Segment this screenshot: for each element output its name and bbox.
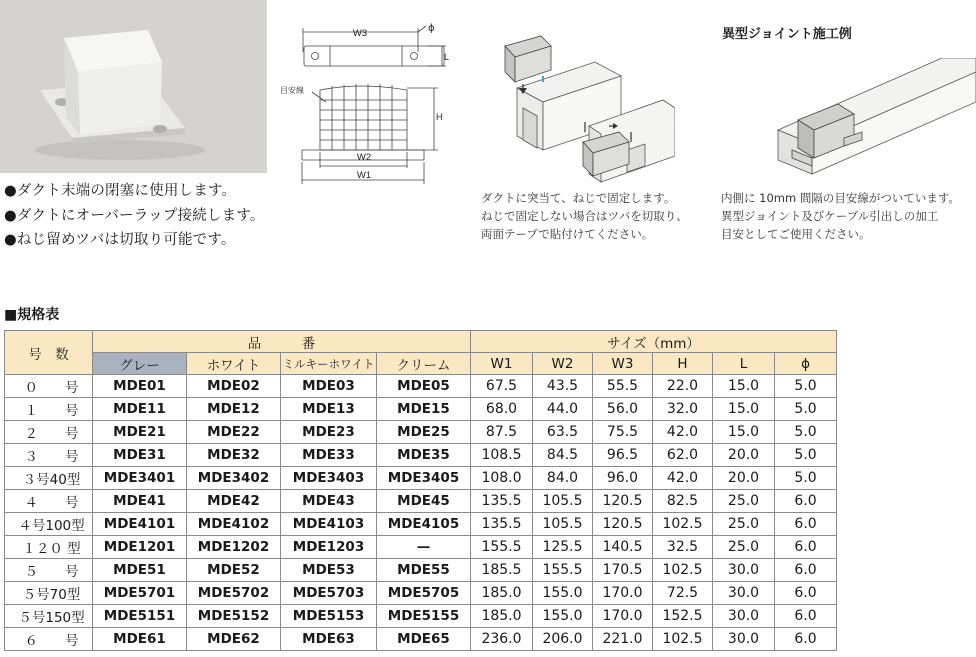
installation-note bbox=[481, 189, 688, 243]
feature-item: ●ダクト末端の閉塞に使用します。 bbox=[4, 183, 237, 199]
size-value-cell: 6.0 bbox=[775, 582, 837, 605]
label-w2: W2 bbox=[356, 152, 372, 163]
size-value-cell: 87.5 bbox=[471, 421, 533, 444]
table-row bbox=[5, 467, 837, 490]
row-number-cell: ４ 号 bbox=[5, 490, 93, 513]
table-row bbox=[5, 398, 837, 421]
size-value-cell: 67.5 bbox=[471, 375, 533, 398]
size-value-cell: 5.0 bbox=[775, 398, 837, 421]
size-value-cell: 82.5 bbox=[653, 490, 713, 513]
label-l: L bbox=[444, 52, 450, 62]
size-value-cell: 84.5 bbox=[533, 444, 593, 467]
product-code-cell: MDE12 bbox=[187, 398, 281, 421]
product-code-cell: MDE31 bbox=[93, 444, 187, 467]
table-row bbox=[5, 490, 837, 513]
product-code-cell: MDE23 bbox=[281, 421, 377, 444]
table-row bbox=[5, 536, 837, 559]
product-code-cell: MDE05 bbox=[377, 375, 471, 398]
size-value-cell: 6.0 bbox=[775, 559, 837, 582]
product-code-cell: MDE5152 bbox=[187, 605, 281, 628]
label-w1: W1 bbox=[356, 170, 372, 181]
note-line: 両面テープで貼付けてください。 bbox=[481, 227, 654, 241]
product-code-cell: MDE33 bbox=[281, 444, 377, 467]
product-code-cell: MDE02 bbox=[187, 375, 281, 398]
size-value-cell: 155.0 bbox=[533, 582, 593, 605]
size-value-cell: 55.5 bbox=[593, 375, 653, 398]
size-header: W1 bbox=[471, 353, 533, 375]
size-value-cell: 108.0 bbox=[471, 467, 533, 490]
size-value-cell: 6.0 bbox=[775, 628, 837, 651]
size-value-cell: 6.0 bbox=[775, 605, 837, 628]
color-header: クリーム bbox=[377, 353, 471, 375]
size-value-cell: 152.5 bbox=[653, 605, 713, 628]
table-row bbox=[5, 582, 837, 605]
size-value-cell: 5.0 bbox=[775, 467, 837, 490]
label-w3: W3 bbox=[352, 28, 368, 39]
header-number: 号 数 bbox=[5, 331, 93, 375]
size-value-cell: 105.5 bbox=[533, 490, 593, 513]
product-code-cell: MDE11 bbox=[93, 398, 187, 421]
product-code-cell: MDE53 bbox=[281, 559, 377, 582]
size-value-cell: 185.0 bbox=[471, 605, 533, 628]
row-number-cell: ５号70型 bbox=[5, 582, 93, 605]
size-value-cell: 30.0 bbox=[713, 628, 775, 651]
label-h: H bbox=[436, 112, 443, 122]
product-code-cell: MDE21 bbox=[93, 421, 187, 444]
size-value-cell: 30.0 bbox=[713, 605, 775, 628]
product-code-cell: MDE65 bbox=[377, 628, 471, 651]
product-code-cell: MDE03 bbox=[281, 375, 377, 398]
product-code-cell: MDE5705 bbox=[377, 582, 471, 605]
feature-list bbox=[4, 179, 274, 253]
size-value-cell: 6.0 bbox=[775, 513, 837, 536]
product-code-cell: MDE25 bbox=[377, 421, 471, 444]
product-code-cell: MDE4101 bbox=[93, 513, 187, 536]
product-code-cell: MDE22 bbox=[187, 421, 281, 444]
size-value-cell: 108.5 bbox=[471, 444, 533, 467]
product-code-cell: MDE5153 bbox=[281, 605, 377, 628]
size-value-cell: 105.5 bbox=[533, 513, 593, 536]
product-code-cell: MDE42 bbox=[187, 490, 281, 513]
size-value-cell: 102.5 bbox=[653, 628, 713, 651]
product-code-cell: MDE51 bbox=[93, 559, 187, 582]
color-header: グレー bbox=[93, 353, 187, 375]
guide-line-note bbox=[721, 189, 960, 243]
note-line: 目安としてご使用ください。 bbox=[721, 227, 871, 241]
product-code-cell: MDE3405 bbox=[377, 467, 471, 490]
size-value-cell: 96.5 bbox=[593, 444, 653, 467]
size-value-cell: 15.0 bbox=[713, 375, 775, 398]
size-value-cell: 42.0 bbox=[653, 421, 713, 444]
header-size: サイズ（mm） bbox=[471, 331, 837, 353]
size-value-cell: 102.5 bbox=[653, 559, 713, 582]
size-value-cell: 42.0 bbox=[653, 467, 713, 490]
size-value-cell: 32.5 bbox=[653, 536, 713, 559]
size-header: W2 bbox=[533, 353, 593, 375]
size-value-cell: 25.0 bbox=[713, 513, 775, 536]
product-code-cell: MDE61 bbox=[93, 628, 187, 651]
size-value-cell: 63.5 bbox=[533, 421, 593, 444]
size-value-cell: 155.5 bbox=[471, 536, 533, 559]
size-value-cell: 72.5 bbox=[653, 582, 713, 605]
size-value-cell: 84.0 bbox=[533, 467, 593, 490]
size-value-cell: 25.0 bbox=[713, 536, 775, 559]
size-value-cell: 43.5 bbox=[533, 375, 593, 398]
size-header: H bbox=[653, 353, 713, 375]
size-value-cell: 75.5 bbox=[593, 421, 653, 444]
header-product: 品 番 bbox=[93, 331, 471, 353]
size-value-cell: 170.0 bbox=[593, 582, 653, 605]
note-line: ねじで固定しない場合はツバを切取り、 bbox=[481, 209, 688, 223]
size-value-cell: 56.0 bbox=[593, 398, 653, 421]
size-value-cell: 62.0 bbox=[653, 444, 713, 467]
size-value-cell: 236.0 bbox=[471, 628, 533, 651]
product-code-cell: MDE3403 bbox=[281, 467, 377, 490]
size-value-cell: 96.0 bbox=[593, 467, 653, 490]
table-row bbox=[5, 559, 837, 582]
product-code-cell: MDE15 bbox=[377, 398, 471, 421]
label-guide-line: 目安線 bbox=[280, 86, 304, 95]
product-code-cell: MDE45 bbox=[377, 490, 471, 513]
size-value-cell: 20.0 bbox=[713, 444, 775, 467]
size-value-cell: 206.0 bbox=[533, 628, 593, 651]
dimension-drawing bbox=[276, 22, 456, 187]
size-value-cell: 155.0 bbox=[533, 605, 593, 628]
product-code-cell: MDE41 bbox=[93, 490, 187, 513]
row-number-cell: ０ 号 bbox=[5, 375, 93, 398]
product-code-cell: MDE62 bbox=[187, 628, 281, 651]
color-header: ミルキーホワイト bbox=[281, 353, 377, 375]
size-header: ϕ bbox=[775, 353, 837, 375]
size-value-cell: 5.0 bbox=[775, 421, 837, 444]
table-row bbox=[5, 444, 837, 467]
size-value-cell: 185.5 bbox=[471, 559, 533, 582]
installation-drawing bbox=[495, 30, 675, 185]
size-value-cell: 140.5 bbox=[593, 536, 653, 559]
size-value-cell: 32.0 bbox=[653, 398, 713, 421]
product-code-cell: MDE5702 bbox=[187, 582, 281, 605]
row-number-cell: ５ 号 bbox=[5, 559, 93, 582]
product-code-cell: MDE5703 bbox=[281, 582, 377, 605]
table-row bbox=[5, 421, 837, 444]
size-header: W3 bbox=[593, 353, 653, 375]
size-value-cell: 68.0 bbox=[471, 398, 533, 421]
product-code-cell: MDE3402 bbox=[187, 467, 281, 490]
row-number-cell: ３ 号 bbox=[5, 444, 93, 467]
size-value-cell: 120.5 bbox=[593, 513, 653, 536]
product-code-cell: MDE4103 bbox=[281, 513, 377, 536]
size-value-cell: 170.0 bbox=[593, 605, 653, 628]
size-value-cell: 20.0 bbox=[713, 467, 775, 490]
size-value-cell: 120.5 bbox=[593, 490, 653, 513]
product-code-cell: MDE5155 bbox=[377, 605, 471, 628]
product-code-cell: MDE5151 bbox=[93, 605, 187, 628]
product-code-cell: MDE4102 bbox=[187, 513, 281, 536]
row-number-cell: １２０ 型 bbox=[5, 536, 93, 559]
size-value-cell: 30.0 bbox=[713, 559, 775, 582]
product-code-cell: MDE1203 bbox=[281, 536, 377, 559]
product-code-cell: MDE13 bbox=[281, 398, 377, 421]
row-number-cell: ２ 号 bbox=[5, 421, 93, 444]
spec-table-title: ■規格表 bbox=[4, 307, 60, 323]
size-value-cell: 25.0 bbox=[713, 490, 775, 513]
size-value-cell: 5.0 bbox=[775, 444, 837, 467]
product-code-cell: MDE43 bbox=[281, 490, 377, 513]
product-code-cell: MDE01 bbox=[93, 375, 187, 398]
note-line: 内側に 10mm 間隔の目安線がついています。 bbox=[721, 191, 960, 205]
size-value-cell: 15.0 bbox=[713, 421, 775, 444]
size-value-cell: 125.5 bbox=[533, 536, 593, 559]
product-code-cell: MDE63 bbox=[281, 628, 377, 651]
spec-table bbox=[4, 330, 837, 651]
product-code-cell: MDE55 bbox=[377, 559, 471, 582]
row-number-cell: ４号100型 bbox=[5, 513, 93, 536]
size-value-cell: 102.5 bbox=[653, 513, 713, 536]
size-value-cell: 155.5 bbox=[533, 559, 593, 582]
size-value-cell: 6.0 bbox=[775, 536, 837, 559]
table-row bbox=[5, 628, 837, 651]
product-photo bbox=[0, 0, 267, 173]
table-row bbox=[5, 513, 837, 536]
size-value-cell: 170.5 bbox=[593, 559, 653, 582]
size-value-cell: 221.0 bbox=[593, 628, 653, 651]
size-header: L bbox=[713, 353, 775, 375]
size-value-cell: 135.5 bbox=[471, 490, 533, 513]
feature-item: ●ダクトにオーバーラップ接続します。 bbox=[4, 207, 265, 224]
note-line: 異型ジョイント及びケーブル引出しの加工 bbox=[721, 209, 939, 223]
row-number-cell: １ 号 bbox=[5, 398, 93, 421]
size-value-cell: 30.0 bbox=[713, 582, 775, 605]
size-value-cell: 44.0 bbox=[533, 398, 593, 421]
size-value-cell: 6.0 bbox=[775, 490, 837, 513]
product-code-cell: — bbox=[377, 536, 471, 559]
size-value-cell: 5.0 bbox=[775, 375, 837, 398]
example-drawing bbox=[762, 58, 976, 183]
note-line: ダクトに突当て、ねじで固定します。 bbox=[481, 191, 676, 205]
size-value-cell: 185.0 bbox=[471, 582, 533, 605]
product-code-cell: MDE3401 bbox=[93, 467, 187, 490]
color-header: ホワイト bbox=[187, 353, 281, 375]
product-code-cell: MDE35 bbox=[377, 444, 471, 467]
row-number-cell: ３号40型 bbox=[5, 467, 93, 490]
product-code-cell: MDE32 bbox=[187, 444, 281, 467]
table-row bbox=[5, 605, 837, 628]
example-title: 異型ジョイント施工例 bbox=[722, 27, 852, 42]
size-value-cell: 15.0 bbox=[713, 398, 775, 421]
row-number-cell: ５号150型 bbox=[5, 605, 93, 628]
row-number-cell: ６ 号 bbox=[5, 628, 93, 651]
feature-item: ●ねじ留めツバは切取り可能です。 bbox=[4, 232, 236, 248]
product-code-cell: MDE1202 bbox=[187, 536, 281, 559]
table-row bbox=[5, 375, 837, 398]
size-value-cell: 22.0 bbox=[653, 375, 713, 398]
product-code-cell: MDE4105 bbox=[377, 513, 471, 536]
label-phi: ϕ bbox=[428, 23, 435, 34]
product-code-cell: MDE52 bbox=[187, 559, 281, 582]
product-code-cell: MDE5701 bbox=[93, 582, 187, 605]
size-value-cell: 135.5 bbox=[471, 513, 533, 536]
product-code-cell: MDE1201 bbox=[93, 536, 187, 559]
